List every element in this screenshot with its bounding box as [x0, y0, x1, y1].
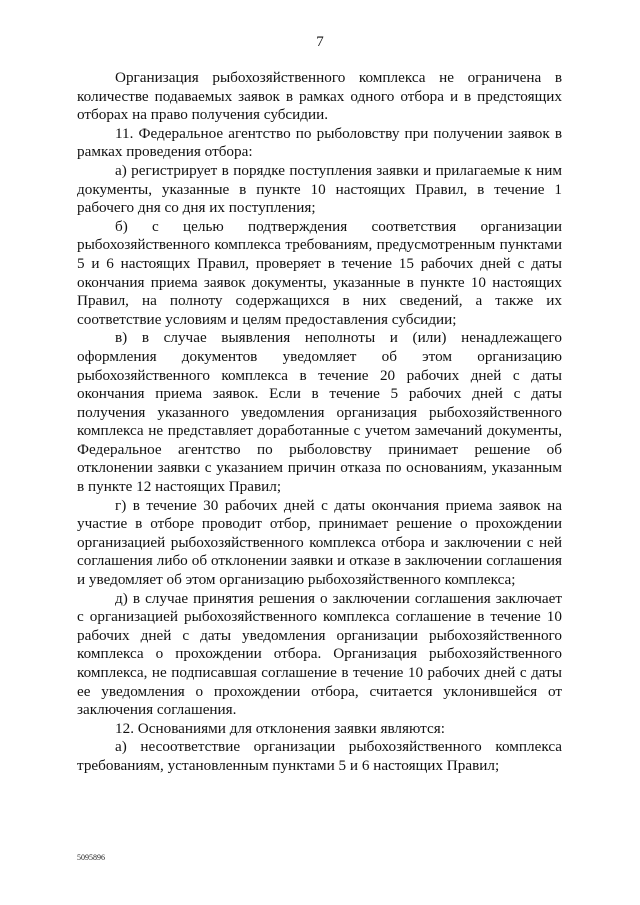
- page-number: 7: [316, 34, 324, 50]
- document-code: 5095896: [77, 853, 105, 862]
- paragraph-11-b: б) с целью подтверждения соответствия организации рыбохозяйственного комплекса требованиям, предусмотренным пунктами 5 и 6 настоящих Правил, проверяет в течение 15 рабочих дней с даты окончания приема заявок документы, указанные в пункте 10 настоящих Правил, на полноту содержащихся в них сведений, а также их соответствие условиям и целям предоставления субсидии;: [77, 217, 562, 328]
- paragraph-11-d: д) в случае принятия решения о заключении соглашения заключает с организацией рыбохозяйственного комплекса соглашение в течение 10 рабочих дней с даты уведомления организации рыбохозяйственного комплекса о прохождении отбора. Организация рыбохозяйственного комплекса, не подписавшая соглашение в течение 10 рабочих дней с даты ее уведомления о прохождении отбора, считается уклонившейся от заключения соглашения.: [77, 589, 562, 719]
- paragraph-11-header: 11. Федеральное агентство по рыболовству при получении заявок в рамках проведения отбора:: [77, 124, 562, 161]
- paragraph-11-v: в) в случае выявления неполноты и (или) ненадлежащего оформления документов уведомляет об этом организацию рыбохозяйственного комплекса в течение 20 рабочих дней с даты окончания приема заявок. Если в течение 5 рабочих дней с даты получения указанного уведомления организация рыбохозяйственного комплекса не представляет доработанные с учетом замечаний документы, Федеральное агентство по рыболовству принимает решение об отклонении заявки с указанием причин отказа по основаниям, указанным в пункте 12 настоящих Правил;: [77, 329, 562, 496]
- paragraph-11-g: г) в течение 30 рабочих дней с даты окончания приема заявок на участие в отборе проводит отбор, принимает решение о прохождении организацией рыбохозяйственного комплекса отбора и заключении с ней соглашения либо об отклонении заявки и отказе в заключении соглашения и уведомляет об этом организацию рыбохозяйственного комплекса;: [77, 496, 562, 589]
- document-body: [77, 69, 562, 776]
- paragraph-11-a: а) регистрирует в порядке поступления заявки и прилагаемые к ним документы, указанные в пункте 10 настоящих Правил, в течение 1 рабочего дня со дня их поступления;: [77, 161, 562, 217]
- paragraph-12-a: а) несоответствие организации рыбохозяйственного комплекса требованиям, установленным пунктами 5 и 6 настоящих Правил;: [77, 738, 562, 774]
- paragraph-12-header: 12. Основаниями для отклонения заявки являются:: [115, 719, 445, 737]
- paragraph: Организация рыбохозяйственного комплекса не ограничена в количестве подаваемых заявок в рамках одного отбора и в предстоящих отборах на право получения субсидии.: [77, 69, 562, 124]
